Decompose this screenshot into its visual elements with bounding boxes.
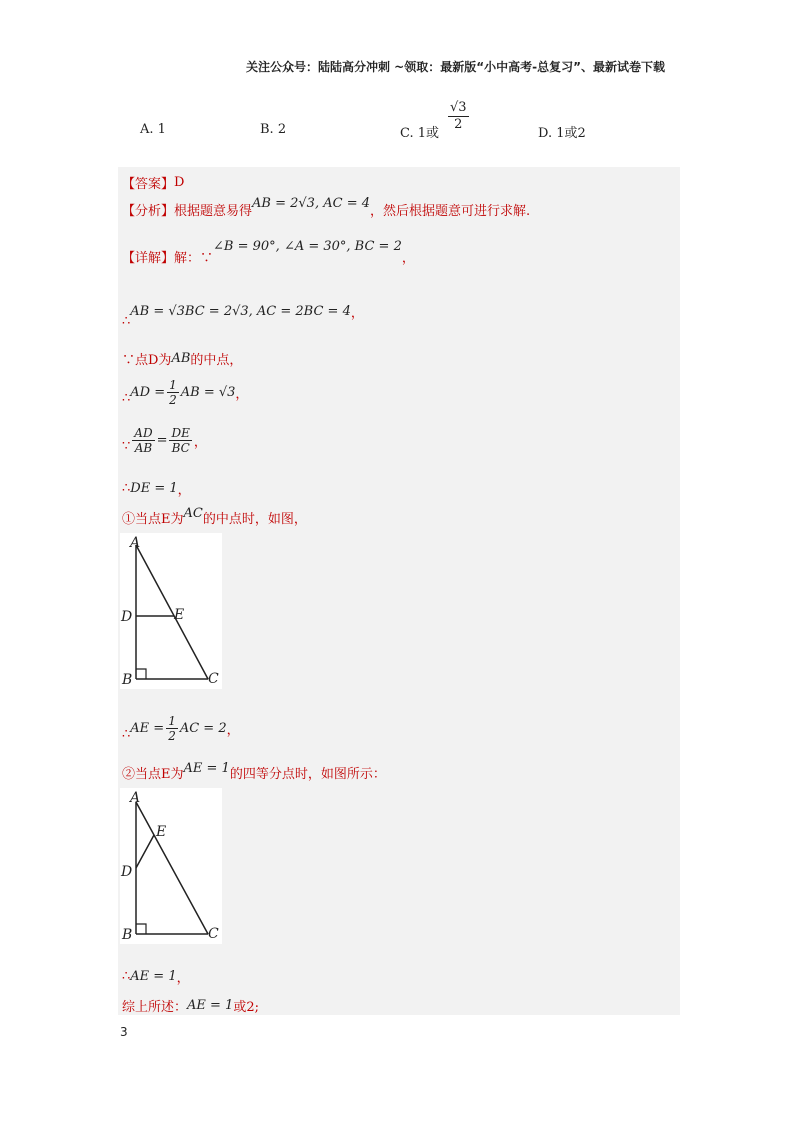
summary-text-2: 或2; [233, 1000, 259, 1015]
step4-line [122, 426, 207, 455]
right-angle-mark [136, 924, 146, 934]
detail-comma: ， [401, 251, 415, 266]
label-c: C [208, 926, 219, 942]
step4-equals: = [156, 433, 168, 448]
segment-de [136, 835, 154, 868]
case1-result-right: AC = 2 [179, 721, 227, 736]
answer-line [122, 173, 184, 192]
therefore-symbol: ∴ [122, 391, 131, 406]
case1-text-2: 的中点时，如图， [202, 512, 307, 527]
case2-formula: AE = 1 [183, 761, 230, 776]
case1-numerator: 1 [168, 714, 176, 728]
step2-line [122, 349, 242, 368]
option-c-denominator: 2 [454, 117, 463, 132]
step4-fraction-1-numerator: AD [134, 426, 153, 440]
case1-fraction [166, 714, 178, 743]
step1-formula: AB = √3BC = 2√3, AC = 2BC = 4 [130, 304, 351, 319]
step3-formula-left: AD = [130, 385, 166, 400]
step5-comma: ， [177, 483, 191, 498]
step5-formula: DE = 1 [130, 481, 178, 496]
summary-line [122, 996, 259, 1015]
summary-formula: AE = 1 [187, 998, 234, 1013]
case1-result-left: AE = [130, 721, 165, 736]
detail-text: 解：∵ [174, 251, 214, 266]
label-e: E [174, 607, 185, 623]
step3-numerator: 1 [169, 378, 177, 392]
option-a: A. 1 [140, 122, 166, 137]
case2-text-2: 的四等分点时，如图所示： [229, 767, 386, 782]
analysis-line [122, 196, 531, 219]
step3-denominator: 2 [169, 393, 177, 407]
right-angle-mark [136, 669, 146, 679]
detail-line [122, 239, 415, 266]
label-e: E [156, 824, 167, 840]
step2-text-1: ∵点D为 [122, 353, 172, 368]
case2-line [122, 763, 386, 782]
because-symbol: ∵ [122, 439, 131, 454]
answer-value: D [174, 175, 185, 190]
case2-comma: ， [176, 971, 190, 986]
side-ac [136, 545, 208, 679]
analysis-label: 【分析】 [122, 204, 175, 219]
step5-line [122, 479, 191, 498]
option-d: D. 1或2 [538, 126, 586, 141]
step2-text-2: 的中点， [190, 353, 243, 368]
analysis-text-2: ，然后根据题意可进行求解. [369, 204, 531, 219]
step3-line [122, 378, 248, 407]
figure-midpoint-triangle [120, 533, 222, 689]
therefore-symbol: ∴ [122, 314, 131, 329]
case1-comma: ， [226, 723, 240, 738]
case1-text-1: ①当点E为 [122, 512, 184, 527]
case2-result-formula: AE = 1 [130, 969, 177, 984]
step4-fraction-1-denominator: AB [134, 441, 153, 455]
therefore-symbol: ∴ [122, 727, 131, 742]
step1-line [122, 302, 364, 329]
case1-result-line [122, 714, 240, 743]
label-c: C [208, 671, 219, 687]
step4-fraction-2-numerator: DE [171, 426, 190, 440]
option-c-numerator: √3 [450, 100, 467, 115]
label-d: D [121, 609, 133, 625]
label-b: B [122, 672, 133, 688]
step2-formula: AB [171, 351, 191, 366]
detail-formula: ∠B = 90°, ∠A = 30°, BC = 2 [213, 239, 402, 254]
side-ac [136, 802, 208, 934]
page-number: 3 [120, 1025, 128, 1039]
option-c-fraction [448, 100, 469, 133]
detail-label: 【详解】 [122, 251, 175, 266]
label-d: D [121, 864, 133, 880]
option-b: B. 2 [260, 122, 287, 137]
figure-quarter-point-triangle [120, 788, 222, 944]
option-c-prefix: C. 1或 [400, 126, 440, 141]
summary-text-1: 综上所述： [122, 1000, 188, 1015]
step1-comma: ， [350, 306, 364, 321]
step4-fraction-2 [169, 426, 191, 455]
step4-comma: ， [193, 435, 207, 450]
case1-line [122, 508, 307, 527]
case1-denominator: 2 [168, 729, 176, 743]
therefore-symbol: ∴ [122, 969, 131, 984]
analysis-formula: AB = 2√3, AC = 4 [252, 196, 370, 211]
label-a: A [130, 790, 141, 806]
step3-comma: ， [235, 387, 249, 402]
answer-options [140, 96, 700, 146]
analysis-text-1: 根据题意易得 [174, 204, 253, 219]
label-b: B [122, 927, 133, 943]
step3-fraction [167, 378, 179, 407]
step4-fraction-1 [132, 426, 154, 455]
step4-fraction-2-denominator: BC [171, 441, 190, 455]
therefore-symbol: ∴ [122, 481, 131, 496]
answer-label: 【答案】 [122, 177, 175, 192]
case1-formula: AC [183, 506, 203, 521]
step3-formula-right: AB = √3 [180, 385, 236, 400]
page-header: 关注公众号：陆陆高分冲刺 ~领取：最新版“小中高考-总复习”、最新试卷下载 [246, 60, 665, 74]
label-a: A [130, 535, 141, 551]
case2-result-line [122, 967, 190, 986]
case2-text-1: ②当点E为 [122, 767, 184, 782]
